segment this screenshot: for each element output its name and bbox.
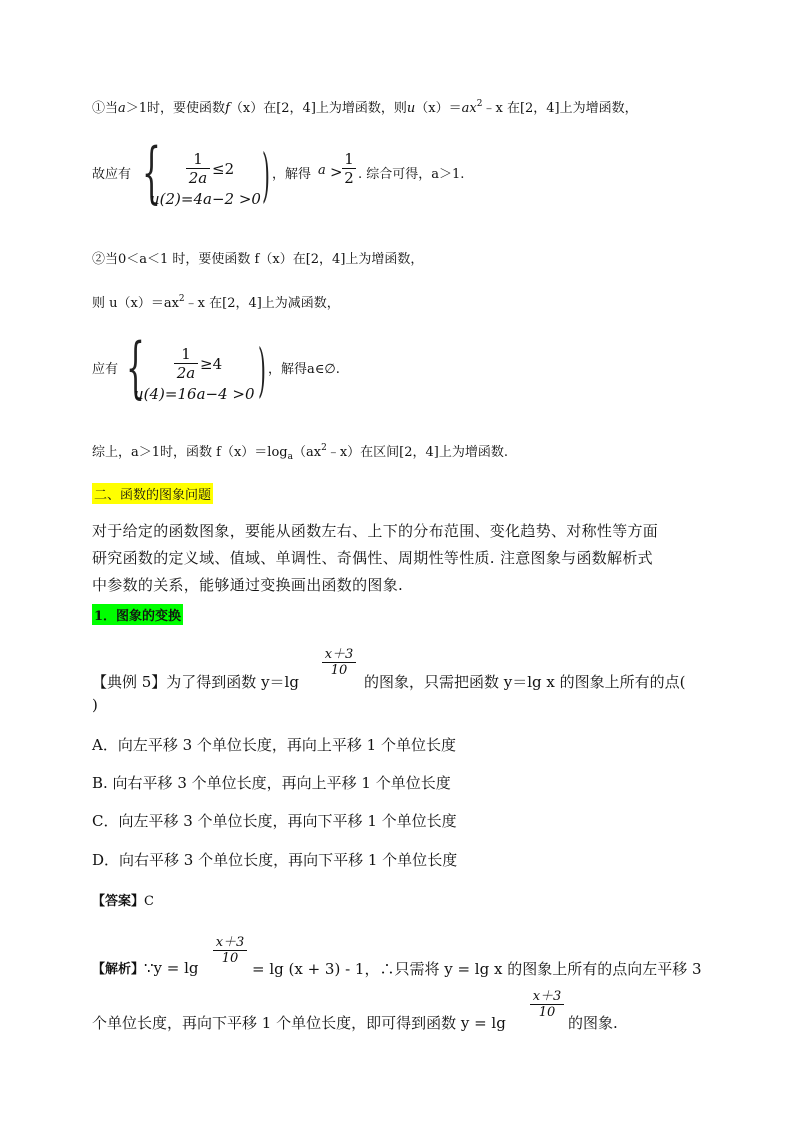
- section-paragraph-1: 对于给定的函数图象，要能从函数左右、上下的分布范围、变化趋势、对称性等方面: [92, 522, 659, 540]
- left-brace: {: [142, 134, 161, 211]
- case2-prefix: 应有: [92, 362, 119, 377]
- case2-line2-pre: 则 u（x）＝ax: [92, 296, 179, 311]
- case2-ineq: ≥4: [200, 355, 223, 373]
- summary-pre: 综上，a＞1时，函数 f（x）＝log: [92, 445, 288, 460]
- section-paragraph-2: 研究函数的定义域、值域、单调性、奇偶性、周期性等性质. 注意图象与函数解析式: [92, 549, 653, 567]
- option-d: D．向右平移 3 个单位长度，再向下平移 1 个单位长度: [92, 851, 458, 869]
- right-paren: ): [262, 141, 270, 209]
- case2-line2-post: ﹣x 在[2，4]上为减函数，: [184, 296, 340, 311]
- analysis-fraction-2: [530, 985, 564, 1020]
- paren-x: （x）: [229, 101, 264, 116]
- case1-prefix: 故应有: [92, 167, 132, 182]
- section-paragraph-3: 中参数的关系，能够通过变换画出函数的图象.: [92, 576, 404, 594]
- exponent: 2: [476, 99, 483, 109]
- fraction-numerator: 1: [344, 150, 354, 168]
- case1-text2: ＞1时，要使函数: [125, 101, 226, 116]
- case2-line1: ②当0＜a＜1 时，要使函数 f（x）在[2，4]上为增函数，: [92, 252, 424, 267]
- case1-text4: 在[2，4]上为增函数，: [506, 101, 638, 116]
- case1-solve-fraction: [342, 150, 356, 187]
- example-question-close: ): [92, 696, 98, 714]
- summary-line: [92, 441, 508, 462]
- analysis-line1: [92, 958, 199, 977]
- fraction-denominator: 10: [322, 662, 356, 678]
- analysis-line2-pre: 个单位长度，再向下平移 1 个单位长度，即可得到函数 y = lg: [92, 1014, 506, 1032]
- analysis-p2: = lg (x + 3) - 1，∴只需将 y = lg x 的图象上所有的点向左平移 3: [252, 960, 702, 978]
- option-b: B. 向右平移 3 个单位长度，再向上平移 1 个单位长度: [92, 774, 451, 792]
- fraction-denominator: 2a: [186, 168, 210, 187]
- case1-text3: 在[2，4]上为增函数，则: [263, 101, 407, 116]
- analysis-fraction: [213, 931, 247, 966]
- case1-ineq: ≤2: [212, 160, 235, 178]
- case1-line1: [92, 97, 638, 116]
- fraction-denominator: 2a: [174, 363, 198, 382]
- var-f: f: [225, 101, 230, 116]
- section-heading: 二、函数的图象问题: [92, 483, 213, 504]
- exponent: 2: [321, 443, 327, 453]
- fraction-numerator: x＋3: [532, 989, 562, 1004]
- case1-row2: u(2)=4a−2 >0: [150, 190, 261, 208]
- var-u: u: [406, 101, 416, 116]
- case2-row2: u(4)=16a−4 >0: [134, 385, 255, 403]
- analysis-p1: ∵y = lg: [144, 959, 199, 977]
- term-minus-x: ﹣x: [482, 101, 503, 116]
- case1-lead: ①当: [92, 101, 119, 116]
- case2-fraction: [174, 345, 198, 382]
- example-question-post: 的图象，只需把函数 y＝lg x 的图象上所有的点(: [364, 673, 686, 691]
- analysis-label: 【解析】: [92, 962, 145, 977]
- case1-solve-post: . 综合可得，a＞1.: [358, 167, 465, 182]
- example-fraction: [322, 643, 356, 678]
- analysis-line2-post: 的图象.: [568, 1014, 618, 1032]
- example-question-pre: 【典例 5】为了得到函数 y＝lg: [92, 673, 299, 691]
- case1-fraction: [186, 150, 210, 187]
- fraction-denominator: 10: [213, 950, 247, 966]
- fraction-numerator: 1: [193, 150, 203, 168]
- option-a: A．向左平移 3 个单位长度，再向上平移 1 个单位长度: [92, 736, 456, 754]
- answer-value: C: [144, 894, 154, 909]
- fraction-numerator: x＋3: [215, 935, 245, 950]
- subsection-heading: 1．图象的变换: [92, 604, 183, 625]
- gt-sign: >: [330, 163, 343, 181]
- fraction-denominator: 2: [342, 168, 356, 187]
- case2-line2: [92, 292, 340, 311]
- fraction-numerator: x＋3: [324, 647, 354, 662]
- term-ax: ax: [461, 101, 477, 116]
- case1-solve-pre: ，解得: [272, 167, 312, 182]
- exponent: 2: [178, 294, 185, 304]
- var-a: a: [118, 101, 126, 116]
- right-paren: ): [258, 336, 266, 404]
- fraction-numerator: 1: [181, 345, 191, 363]
- paren-x2: （x）＝: [415, 101, 462, 116]
- summary-post: ﹣x）在区间[2，4]上为增函数.: [326, 445, 508, 460]
- case1-var-a: a: [318, 163, 326, 178]
- log-base: a: [287, 452, 293, 462]
- answer-line: [92, 890, 154, 909]
- fraction-denominator: 10: [530, 1004, 564, 1020]
- left-brace: {: [126, 329, 145, 406]
- option-c: C．向左平移 3 个单位长度，再向下平移 1 个单位长度: [92, 812, 457, 830]
- case2-solve: ，解得a∈∅.: [268, 362, 340, 377]
- summary-mid: （ax: [292, 445, 322, 460]
- answer-label: 【答案】: [92, 894, 145, 909]
